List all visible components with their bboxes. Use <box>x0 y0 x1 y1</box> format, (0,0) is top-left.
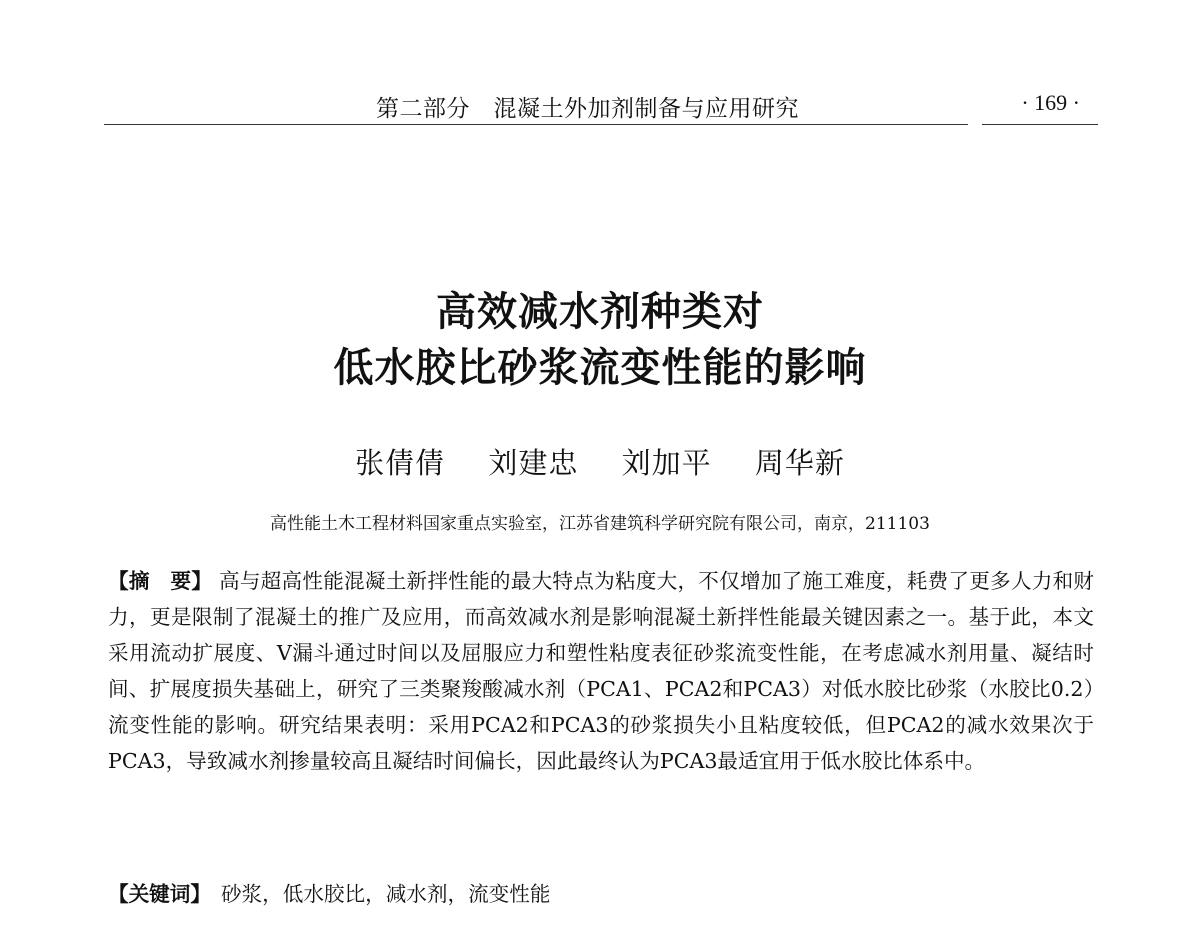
keywords-label: 【关键词】 <box>108 882 211 906</box>
abstract-label: 【摘 要】 <box>108 569 213 593</box>
affiliation: 高性能土木工程材料国家重点实验室，江苏省建筑科学研究院有限公司，南京，211103 <box>270 514 930 534</box>
running-header <box>104 82 1098 130</box>
keywords <box>108 876 1094 912</box>
author-name: 刘加平 <box>621 446 712 480</box>
header-rule-right <box>982 124 1098 125</box>
title-line-1: 高效减水剂种类对 <box>436 289 764 335</box>
author-name: 张倩倩 <box>355 446 446 480</box>
abstract <box>108 563 1094 779</box>
section-title: 第二部分 混凝土外加剂制备与应用研究 <box>376 96 799 122</box>
paper-title <box>0 284 1200 396</box>
page-number: · 169 · <box>1021 90 1080 115</box>
title-line-2: 低水胶比砂浆流变性能的影响 <box>333 345 867 391</box>
abstract-text: 高与超高性能混凝土新拌性能的最大特点为粘度大，不仅增加了施工难度，耗费了更多人力和财力，更是限制了混凝土的推广及应用，而高效减水剂是影响混凝土新拌性能最关键因素之一。基于此，本文采用流动扩展度、V漏斗通过时间以及屈服应力和塑性粘度表征砂浆流变性能，在考虑减水剂用量、凝结时间、扩展度损失基础上，研究了三类聚羧酸减水剂（PCA1、PCA2和PCA3）对低水胶比砂浆（水胶比0.2）流变性能的影响。研究结果表明：采用PCA2和PCA3的砂浆损失小且粘度较低，但PCA2的减水效果次于PCA3，导致减水剂掺量较高且凝结时间偏长，因此最终认为PCA3最适宜用于低水胶比体系中。 <box>108 569 1095 773</box>
author-name: 周华新 <box>754 446 845 480</box>
authors <box>0 441 1200 482</box>
author-name: 刘建忠 <box>488 446 579 480</box>
keywords-text: 砂浆，低水胶比，减水剂，流变性能 <box>220 882 551 906</box>
header-rule-left <box>104 124 968 125</box>
